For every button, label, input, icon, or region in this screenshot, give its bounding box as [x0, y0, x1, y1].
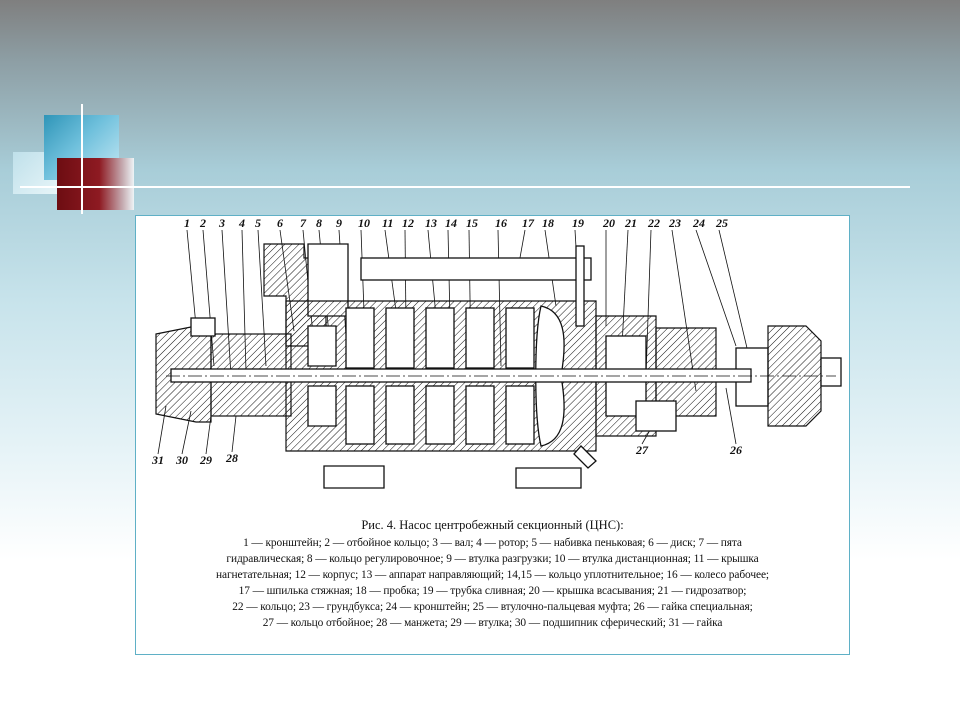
caption-line: гидравлическая; 8 — кольцо регулировочное; 9 — втулка разгрузки; 10 — втулка дистанционная; 11 — крышка [226, 553, 759, 565]
callout-label: 11 [382, 216, 394, 230]
callout-label: 26 [730, 443, 742, 457]
decor-square-red [57, 158, 134, 210]
caption-line: 27 — кольцо отбойное; 28 — манжета; 29 — втулка; 30 — подшипник сферический; 31 — гайка [262, 617, 723, 629]
caption-line: 22 — кольцо; 23 — грундбукса; 24 — кронштейн; 25 — втулочно-пальцевая муфта; 26 — гайка специальная; [232, 601, 753, 613]
callout-label: 16 [495, 216, 507, 230]
callout-label: 9 [336, 216, 342, 230]
callout-label: 24 [693, 216, 705, 230]
figure-caption [140, 518, 845, 631]
callout-label: 18 [542, 216, 554, 230]
caption-line: 17 — шпилька стяжная; 18 — пробка; 19 — трубка сливная; 20 — крышка всасывания; 21 — гидрозатвор; [238, 585, 747, 597]
callout-leader [187, 230, 196, 326]
callout-label: 1 [184, 216, 190, 230]
callout-label: 10 [358, 216, 370, 230]
callout-label: 29 [200, 453, 212, 467]
callout-label: 7 [300, 216, 306, 230]
callout-label: 5 [255, 216, 261, 230]
callout-label: 22 [648, 216, 660, 230]
caption-line: 1 — кронштейн; 2 — отбойное кольцо; 3 — вал; 4 — ротор; 5 — набивка пеньковая; 6 — диск; 7 — пята [243, 537, 742, 549]
callout-label: 21 [625, 216, 637, 230]
callout-label: 27 [636, 443, 648, 457]
callout-label: 25 [716, 216, 728, 230]
callout-leader [232, 416, 236, 452]
callout-label: 31 [152, 453, 164, 467]
callout-label: 17 [522, 216, 534, 230]
callout-label: 12 [402, 216, 414, 230]
pump-cross-section-drawing [136, 216, 849, 516]
callout-label: 19 [572, 216, 584, 230]
callout-label: 6 [277, 216, 283, 230]
decor-vertical-line [81, 104, 83, 214]
caption-line: нагнетательная; 12 — корпус; 13 — аппарат направляющий; 14,15 — кольцо уплотнительное; 16 — колесо рабочее; [216, 569, 769, 581]
caption-title: Рис. 4. Насос центробежный секционный (ЦНС): [361, 518, 624, 532]
callout-label: 2 [200, 216, 206, 230]
title-rule [20, 186, 910, 188]
pump-figure [135, 215, 850, 655]
callout-label: 14 [445, 216, 457, 230]
callout-label: 20 [603, 216, 615, 230]
callout-label: 28 [226, 451, 238, 465]
callout-label: 15 [466, 216, 478, 230]
callout-leader [726, 388, 736, 444]
callout-label: 13 [425, 216, 437, 230]
callout-label: 8 [316, 216, 322, 230]
callout-label: 23 [669, 216, 681, 230]
callout-label: 3 [219, 216, 225, 230]
callout-label: 30 [176, 453, 188, 467]
callout-label: 4 [239, 216, 245, 230]
